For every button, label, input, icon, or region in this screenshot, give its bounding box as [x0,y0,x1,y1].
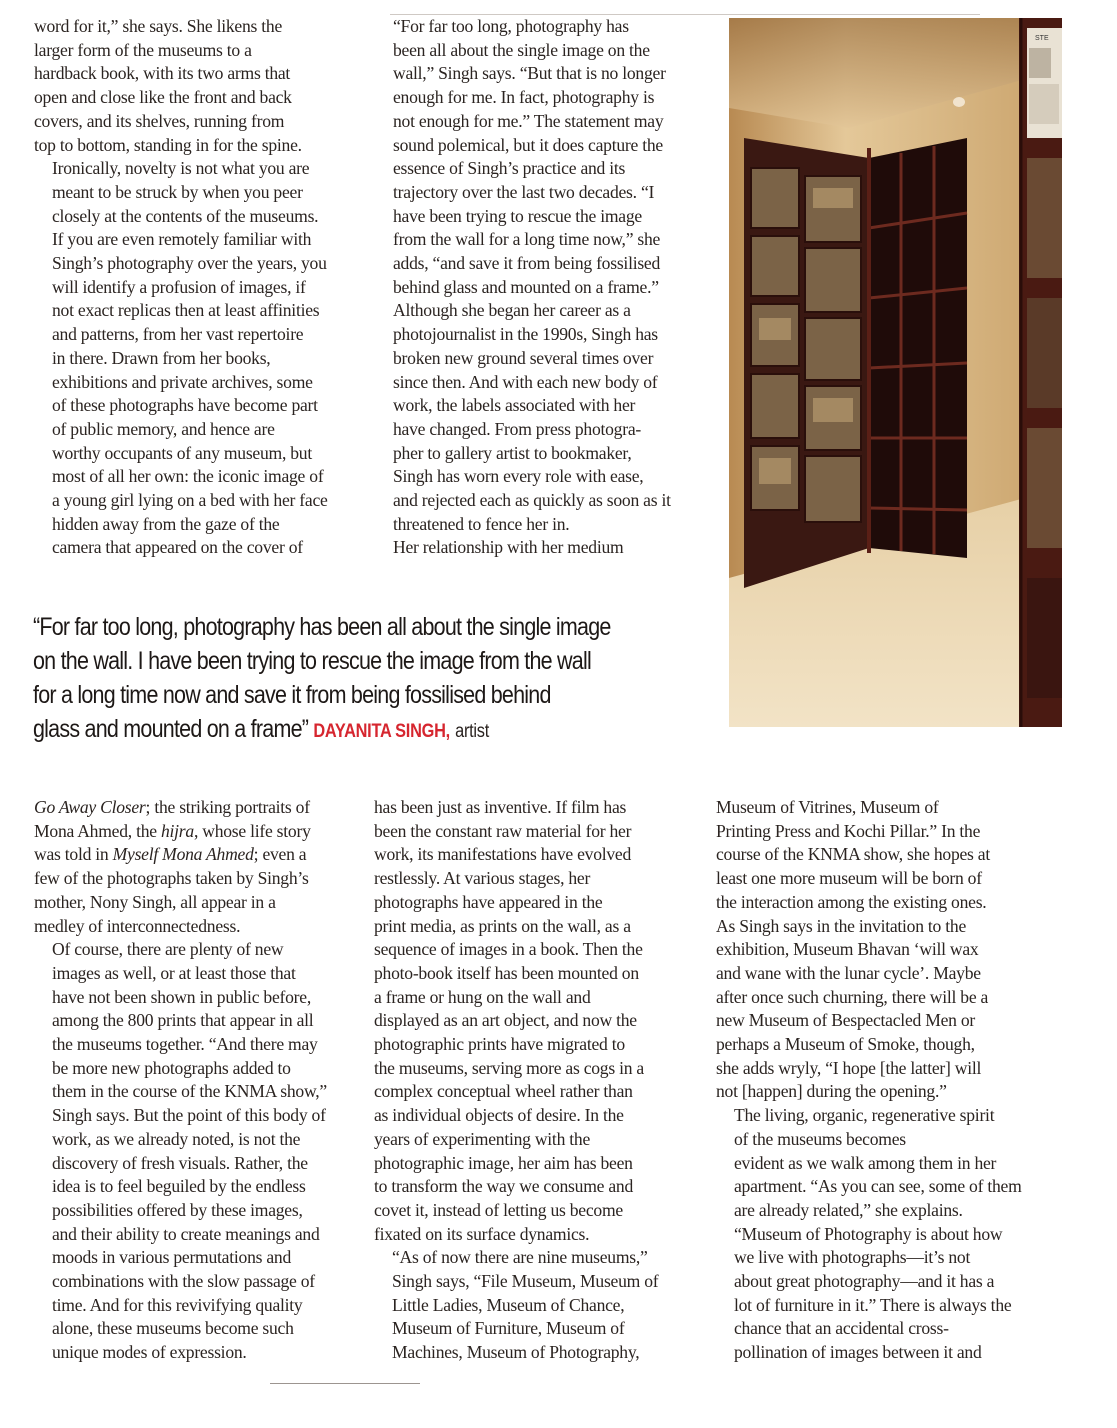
article-text-line: a young girl lying on a bed with her face [52,490,328,511]
article-text-line: Singh says, “File Museum, Museum of [392,1271,659,1292]
article-text-line: Singh says. But the point of this body of [52,1105,326,1126]
article-text-line: Of course, there are plenty of new [52,939,284,960]
article-text-line: exhibitions and private archives, some [52,371,313,392]
article-text-line: and rejected each as quickly as soon as it [393,490,671,511]
article-text-line: word for it,” she says. She likens the [34,16,283,36]
article-text-line: covers, and its shelves, running from [34,110,285,131]
article-text-line: new Museum of Bespectacled Men or [716,1010,975,1031]
article-text-line: trajectory over the last two decades. “I [393,181,655,202]
photo-sign-text: STE [1035,35,1049,42]
article-text-line: about great photography—and it has a [734,1271,995,1292]
article-text-line: work, as we already noted, is not the [52,1128,301,1149]
article-text-line: combinations with the slow passage of [52,1271,315,1292]
article-text-line: from the wall for a long time now,” she [393,229,661,250]
article-text-line: complex conceptual wheel rather than [374,1081,633,1102]
article-column-5 [716,796,1046,1365]
article-text-line: the interaction among the existing ones. [716,891,987,912]
article-text-line: images as well, or at least those that [52,962,296,983]
article-text-line: chance that an accidental cross- [734,1318,949,1339]
museum-installation-photo [729,18,1062,727]
pull-quote-attribution-name: DAYANITA SINGH, [313,721,450,742]
article-text-line: and patterns, from her vast repertoire [52,324,304,345]
article-text-line: idea is to feel beguiled by the endless [52,1176,306,1197]
article-text-line: of these photographs have become part [52,395,318,416]
article-paragraph [716,1104,1046,1365]
article-text-line: As Singh says in the invitation to the [716,915,966,936]
article-text-line: among the 800 prints that appear in all [52,1010,314,1031]
article-paragraph [374,1246,704,1365]
article-text-line: print media, as prints on the wall, as a [374,915,631,936]
article-text-line: we live with photographs—it’s not [734,1247,971,1268]
article-column-2 [375,15,705,560]
article-text-line: work, its manifestations have evolved [374,844,632,865]
article-text-line: larger form of the museums to a [34,39,252,60]
article-text-line: wall,” Singh says. “But that is no longer [393,63,666,84]
article-text-line: behind glass and mounted on a frame.” [393,276,659,297]
article-text-line: been the constant raw material for her [374,820,632,841]
article-text-line: camera that appeared on the cover of [52,537,303,558]
article-paragraph [375,15,705,299]
article-text-line: adds, “and save it from being fossilised [393,253,661,274]
article-text-line: top to bottom, standing in for the spine. [34,134,302,155]
article-text-line: not [happen] during the opening.” [716,1081,947,1102]
article-text-line: covet it, instead of letting us become [374,1199,623,1220]
article-paragraph [34,938,364,1365]
article-text-line: in there. Drawn from her books, [52,347,271,368]
article-text-line: mother, Nony Singh, all appear in a [34,891,276,912]
article-text-line: most of all her own: the iconic image of [52,466,324,487]
article-text-line: Little Ladies, Museum of Chance, [392,1294,625,1315]
article-text-line: have not been shown in public before, [52,986,311,1007]
article-column-4 [374,796,704,1365]
article-text-line: been all about the single image on the [393,39,650,60]
pull-quote [33,610,611,749]
article-text-line: threatened to fence her in. [393,513,570,534]
article-text-line: restlessly. At various stages, her [374,868,591,889]
article-text-line: the museums, serving more as cogs in a [374,1057,644,1078]
article-text-line: years of experimenting with the [374,1128,591,1149]
article-text-line: will identify a profusion of images, if [52,276,306,297]
article-text-line: discovery of fresh visuals. Rather, the [52,1152,308,1173]
article-text-line: photojournalist in the 1990s, Singh has [393,324,658,345]
article-text-line: photographic prints have migrated to [374,1034,625,1055]
article-text-line: not enough for me.” The statement may [393,110,664,131]
article-text-line: and their ability to create meanings and [52,1223,320,1244]
pull-quote-line: “For far too long, photography has been all about the single image [33,613,611,641]
article-text-line: to transform the way we consume and [374,1176,633,1197]
article-paragraph [34,796,364,938]
article-text-line: perhaps a Museum of Smoke, though, [716,1034,975,1055]
article-text-line: Museum of Furniture, Museum of [392,1318,625,1339]
article-text-line: she adds wryly, “I hope [the latter] will [716,1057,982,1078]
article-text-line: as individual objects of desire. In the [374,1105,624,1126]
article-text-line: Museum of Vitrines, Museum of [716,797,939,817]
article-text-line: has been just as inventive. If film has [374,797,627,817]
article-text-line: meant to be struck by when you peer [52,181,303,202]
article-text-line: essence of Singh’s practice and its [393,158,626,179]
article-paragraph [375,299,705,536]
article-text-line: photo-book itself has been mounted on [374,962,639,983]
article-text-line: possibilities offered by these images, [52,1199,303,1220]
article-text-line: photographic image, her aim has been [374,1152,633,1173]
article-text-line: moods in various permutations and [52,1247,292,1268]
article-text-line: “As of now there are nine museums,” [392,1247,648,1268]
article-text-line: was told in Myself Mona Ahmed; even a [34,844,307,865]
article-text-line: sequence of images in a book. Then the [374,939,643,960]
article-text-line: Singh’s photography over the years, you [52,253,327,274]
article-text-line: and wane with the lunar cycle’. Maybe [716,962,981,983]
article-text-line: If you are even remotely familiar with [52,229,312,250]
pull-quote-attribution-role: artist [455,721,489,742]
article-text-line: closely at the contents of the museums. [52,205,319,226]
article-text-line: Go Away Closer; the striking portraits of [34,797,310,817]
article-text-line: the museums together. “And there may [52,1034,318,1055]
article-text-line: medley of interconnectedness. [34,915,241,936]
article-text-line: Machines, Museum of Photography, [392,1342,640,1363]
article-text-line: evident as we walk among them in her [734,1152,997,1173]
article-column-3 [34,796,364,1365]
article-text-line: sound polemical, but it does capture the [393,134,663,155]
pull-quote-line: for a long time now and save it from being fossilised behind [33,681,551,709]
article-paragraph [375,536,705,560]
article-text-line: pher to gallery artist to bookmaker, [393,442,632,463]
article-text-line: “Museum of Photography is about how [734,1223,1003,1244]
article-text-line: displayed as an art object, and now the [374,1010,637,1031]
article-text-line: least one more museum will be born of [716,868,982,889]
article-text-line: of public memory, and hence are [52,418,275,439]
article-text-line: them in the course of the KNMA show,” [52,1081,327,1102]
article-column-1 [34,15,364,560]
article-text-line: since then. And with each new body of [393,371,658,392]
article-text-line: few of the photographs taken by Singh’s [34,868,309,889]
article-text-line: apartment. “As you can see, some of them [734,1176,1022,1197]
article-text-line: time. And for this revivifying quality [52,1294,303,1315]
article-text-line: be more new photographs added to [52,1057,291,1078]
article-text-line: alone, these museums become such [52,1318,294,1339]
article-text-line: Printing Press and Kochi Pillar.” In the [716,820,981,841]
article-text-line: open and close like the front and back [34,87,292,108]
article-text-line: hidden away from the gaze of the [52,513,280,534]
article-text-line: course of the KNMA show, she hopes at [716,844,990,865]
article-text-line: Her relationship with her medium [393,537,624,558]
article-text-line: Mona Ahmed, the hijra, whose life story [34,820,311,841]
article-text-line: of the museums becomes [734,1128,906,1149]
article-text-line: work, the labels associated with her [393,395,636,416]
article-text-line: have changed. From press photogra- [393,418,642,439]
article-text-line: pollination of images between it and [734,1342,982,1363]
article-text-line: unique modes of expression. [52,1342,247,1363]
pull-quote-last-line [33,712,583,749]
pull-quote-line: glass and mounted on a frame” [33,715,309,743]
article-text-line: worthy occupants of any museum, but [52,442,312,463]
article-text-line: a frame or hung on the wall and [374,986,591,1007]
article-text-line: hardback book, with its two arms that [34,63,291,84]
article-text-line: broken new ground several times over [393,347,654,368]
article-text-line: after once such churning, there will be a [716,986,989,1007]
article-paragraph [716,796,1046,1104]
article-text-line: photographs have appeared in the [374,891,603,912]
article-text-line: “For far too long, photography has [393,16,629,36]
article-text-line: not exact replicas then at least affinities [52,300,320,321]
article-paragraph [34,15,364,157]
pull-quote-line: on the wall. I have been trying to rescue the image from the wall [33,647,591,675]
article-text-line: enough for me. In fact, photography is [393,87,655,108]
article-text-line: have been trying to rescue the image [393,205,642,226]
article-text-line: exhibition, Museum Bhavan ‘will wax [716,939,979,960]
article-text-line: The living, organic, regenerative spirit [734,1105,995,1126]
article-paragraph [374,796,704,1246]
article-text-line: fixated on its surface dynamics. [374,1223,590,1244]
bottom-divider-rule [270,1383,420,1384]
article-text-line: are already related,” she explains. [734,1199,963,1220]
article-text-line: Although she began her career as a [393,300,631,321]
article-text-line: Singh has worn every role with ease, [393,466,644,487]
article-text-line: lot of furniture in it.” There is always the [734,1294,1012,1315]
article-paragraph [34,157,364,560]
article-text-line: Ironically, novelty is not what you are [52,158,310,179]
